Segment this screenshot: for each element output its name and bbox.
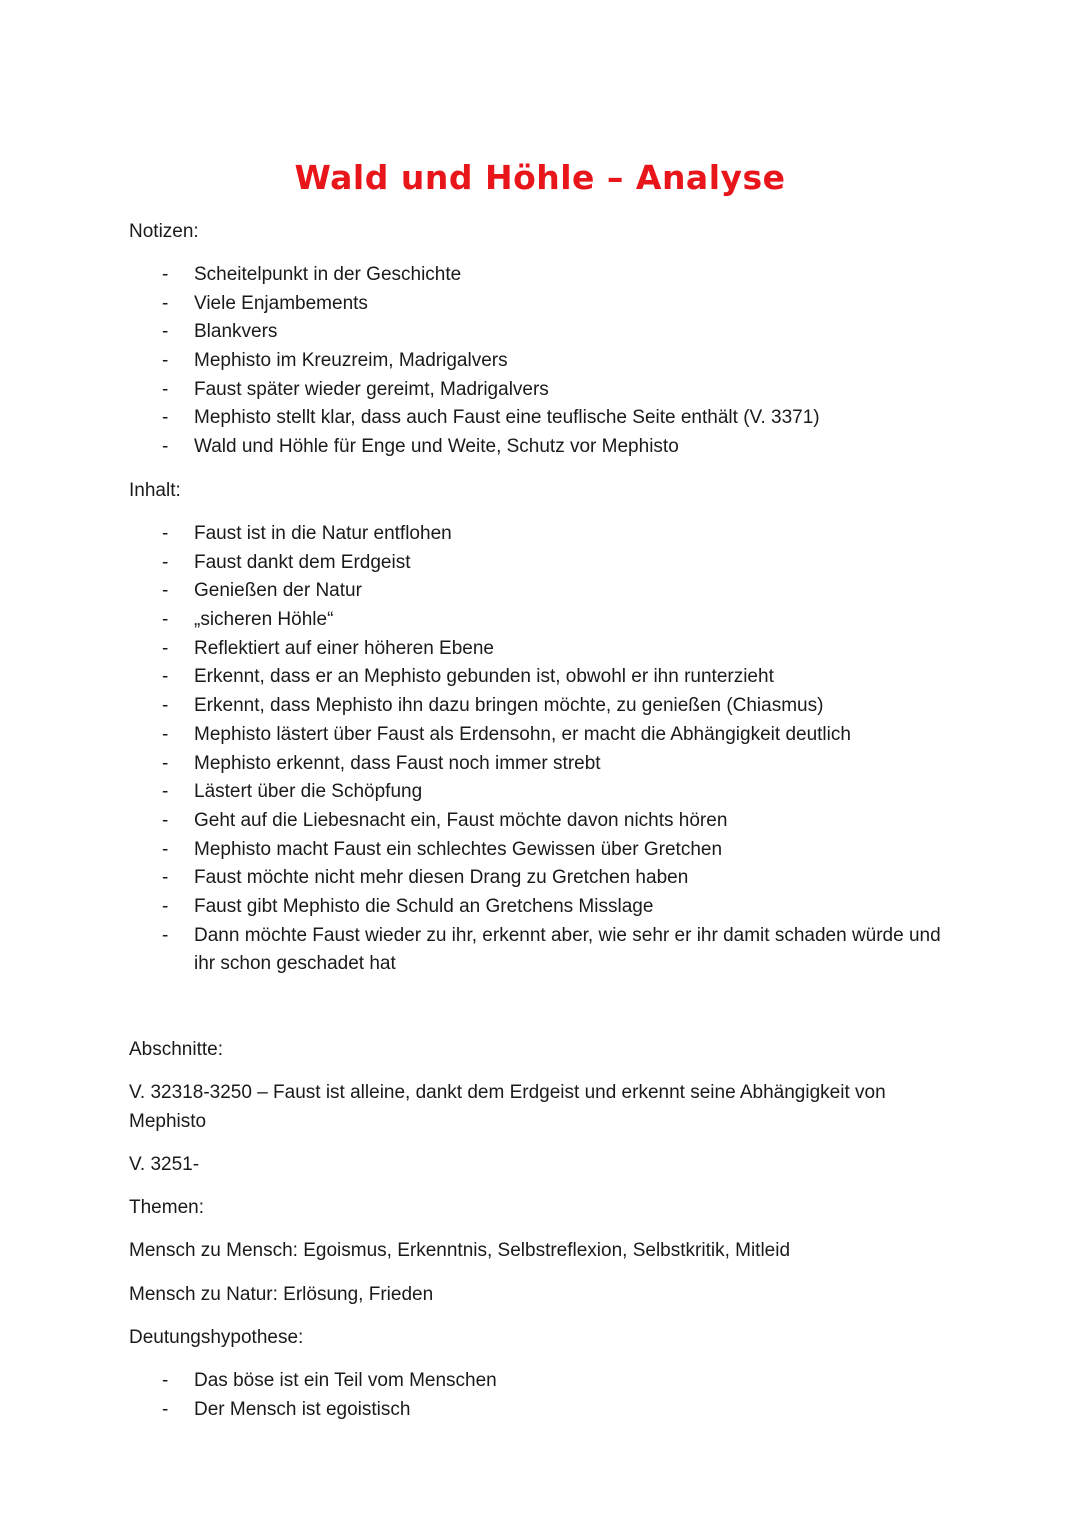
abschnitt-entry: V. 32318-3250 – Faust ist alleine, dankt dem Erdgeist und erkennt seine Abhängigkeit von Mephisto xyxy=(129,1082,886,1132)
bullet: - xyxy=(162,723,169,745)
list-item-text: Faust möchte nicht mehr diesen Drang zu Gretchen haben xyxy=(194,867,689,889)
page-title: Wald und Höhle – Analyse xyxy=(294,158,786,197)
list-item-text: Faust ist in die Natur entflohen xyxy=(194,523,452,544)
bullet: - xyxy=(162,551,169,573)
abschnitt-entry: V. 3251- xyxy=(129,1154,200,1175)
list-item-text: Faust gibt Mephisto die Schuld an Gretchens Misslage xyxy=(194,895,654,917)
list-item-text: Viele Enjambements xyxy=(194,292,368,314)
bullet: - xyxy=(162,292,169,314)
bullet: - xyxy=(162,580,169,602)
list-item-text: Reflektiert auf einer höheren Ebene xyxy=(194,637,494,659)
bullet: - xyxy=(162,436,169,458)
list-item-text: Wald und Höhle für Enge und Weite, Schutz vor Mephisto xyxy=(194,436,679,458)
list-item-text: Mephisto lästert über Faust als Erdensohn, er macht die Abhängigkeit deutlich xyxy=(194,723,851,745)
list-item-text: Faust dankt dem Erdgeist xyxy=(194,551,411,573)
list-item-text: Mephisto macht Faust ein schlechtes Gewissen über Gretchen xyxy=(194,838,723,860)
inhalt-heading: Inhalt: xyxy=(129,480,181,501)
list-item-text: „sicheren Höhle“ xyxy=(194,609,334,631)
themen-entry: Mensch zu Mensch: Egoismus, Erkenntnis, Selbstreflexion, Selbstkritik, Mitleid xyxy=(129,1240,791,1261)
bullet: - xyxy=(162,350,169,372)
bullet: - xyxy=(162,321,169,343)
abschnitte-heading: Abschnitte: xyxy=(129,1039,223,1060)
list-item-text: Scheitelpunkt in der Geschichte xyxy=(194,264,462,285)
bullet: - xyxy=(162,523,169,544)
list-item-text: Mephisto erkennt, dass Faust noch immer strebt xyxy=(194,752,601,774)
list-item-text: Das böse ist ein Teil vom Menschen xyxy=(194,1370,497,1391)
themen-heading: Themen: xyxy=(129,1197,204,1218)
list-item-text: Geht auf die Liebesnacht ein, Faust möchte davon nichts hören xyxy=(194,809,728,831)
bullet: - xyxy=(162,378,169,400)
bullet: - xyxy=(162,1370,169,1391)
bullet: - xyxy=(162,637,169,659)
bullet: - xyxy=(162,1398,169,1420)
notizen-heading: Notizen: xyxy=(129,221,199,242)
bullet: - xyxy=(162,867,169,889)
bullet: - xyxy=(162,924,169,946)
list-item-text: Lästert über die Schöpfung xyxy=(194,781,423,803)
bullet: - xyxy=(162,838,169,860)
bullet: - xyxy=(162,752,169,774)
list-item-text: Der Mensch ist egoistisch xyxy=(194,1398,411,1420)
list-item-text: Blankvers xyxy=(194,321,278,343)
list-item-text: Mephisto im Kreuzreim, Madrigalvers xyxy=(194,350,508,372)
bullet: - xyxy=(162,264,169,285)
bullet: - xyxy=(162,895,169,917)
list-item-text: Erkennt, dass Mephisto ihn dazu bringen möchte, zu genießen (Chiasmus) xyxy=(194,695,824,717)
bullet: - xyxy=(162,609,169,631)
bullet: - xyxy=(162,781,169,803)
themen-entry: Mensch zu Natur: Erlösung, Frieden xyxy=(129,1284,434,1305)
list-item-text: Dann möchte Faust wieder zu ihr, erkennt aber, wie sehr er ihr damit schaden würde und ihr schon geschadet hat xyxy=(194,924,941,975)
bullet: - xyxy=(162,809,169,831)
list-item-text: Erkennt, dass er an Mephisto gebunden ist, obwohl er ihn runterzieht xyxy=(194,666,774,688)
bullet: - xyxy=(162,407,169,429)
bullet: - xyxy=(162,695,169,717)
list-item-text: Faust später wieder gereimt, Madrigalvers xyxy=(194,378,549,400)
list-item-text: Genießen der Natur xyxy=(194,580,362,602)
bullet: - xyxy=(162,666,169,688)
deutung-heading: Deutungshypothese: xyxy=(129,1327,304,1348)
list-item-text: Mephisto stellt klar, dass auch Faust eine teuflische Seite enthält (V. 3371) xyxy=(194,407,820,429)
